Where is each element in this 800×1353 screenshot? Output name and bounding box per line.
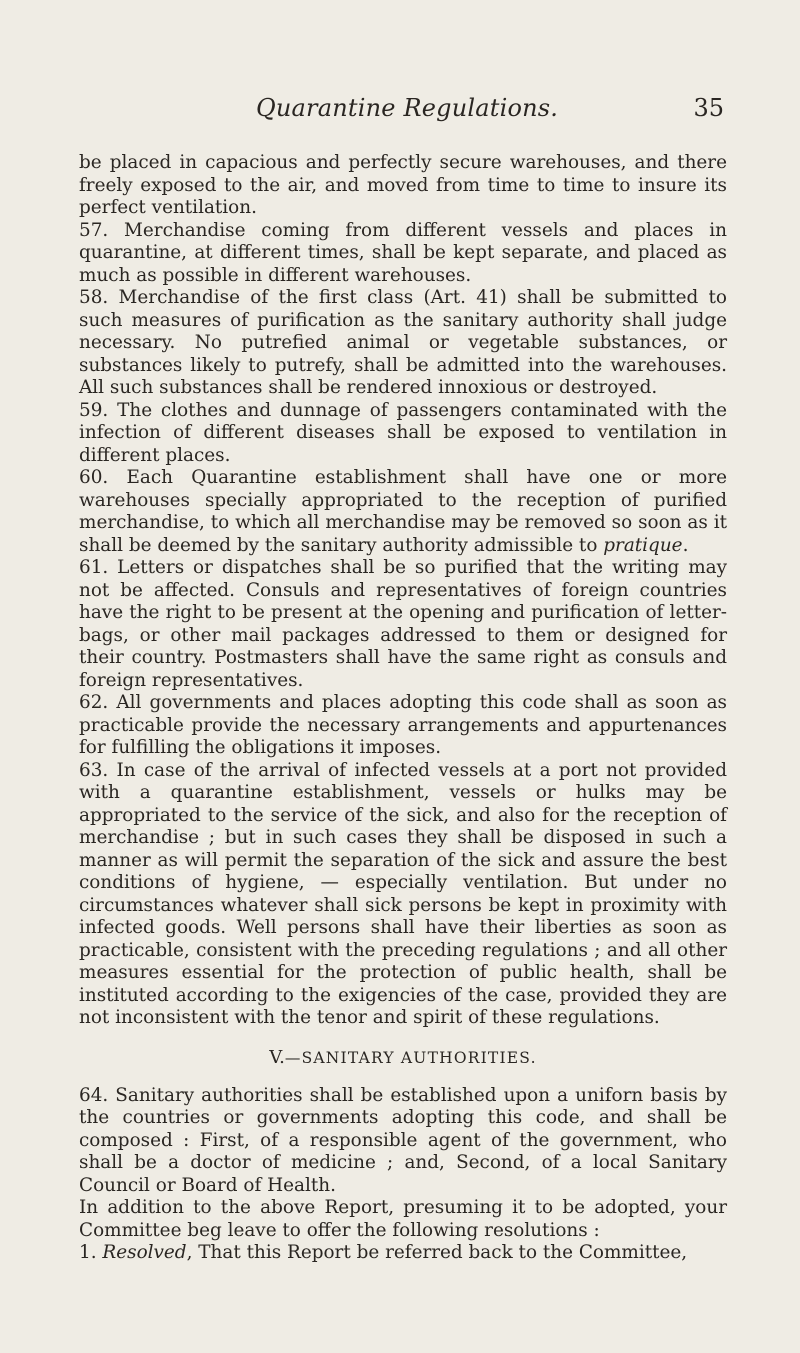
- article-60-italic: pratique: [603, 534, 683, 556]
- section-title: —SANITARY AUTHORITIES.: [284, 1048, 537, 1067]
- page-body: [79, 152, 727, 1265]
- section-numeral: V.: [269, 1046, 285, 1068]
- resolution-number: 1.: [79, 1242, 103, 1263]
- article-60-end: .: [682, 534, 689, 556]
- article-64: 64. Sanitary authorities shall be established upon a uniforn basis by the countries or governments adopting this code, and shall be composed : First, of a responsible agent of the government, who shall be a doctor of medicine ; and, Second, of a local Sanitary Council or Board of Health.: [79, 1084, 727, 1196]
- paragraph-continuation: be placed in capacious and perfectly secure warehouses, and there freely exposed to the air, and moved from time to time to insure its perfect ventilation.: [79, 152, 727, 218]
- section-heading: [79, 1047, 727, 1069]
- article-60: [79, 467, 727, 557]
- article-61: 61. Letters or dispatches shall be so purified that the writing may not be affected. Consuls and representatives of foreign countries have the right to be present at the opening and purification of letter-bags, or other mail packages addressed to them or designed for their country. Postmasters shall have the same right as consuls and foreign representatives.: [79, 557, 727, 691]
- resolution-1: [79, 1242, 727, 1265]
- article-57: 57. Merchandise coming from different vessels and places in quarantine, at different times, shall be kept separate, and placed as much as possible in different warehouses.: [79, 219, 727, 286]
- committee-note: In addition to the above Report, presuming it to be adopted, your Committee beg leave to offer the following resolutions :: [79, 1197, 727, 1241]
- page-number: 35: [693, 94, 724, 122]
- article-62: 62. All governments and places adopting this code shall as soon as practicable provide the necessary arrangements and appurtenances for fulfilling the obligations it imposes.: [79, 692, 727, 758]
- page-header: [256, 94, 724, 130]
- article-59: 59. The clothes and dunnage of passengers contaminated with the infection of different diseases shall be exposed to ventilation in different places.: [79, 399, 727, 466]
- resolution-italic: Resolved: [102, 1242, 187, 1263]
- article-58: 58. Merchandise of the first class (Art. 41) shall be submitted to such measures of purification as the sanitary authority shall judge necessary. No putrefied animal or vegetable substances, or substances likely to putrefy, shall be admitted into the warehouses. All such substances shall be rendered innoxious or destroyed.: [79, 287, 727, 398]
- article-63: 63. In case of the arrival of infected vessels at a port not provided with a quarantine establishment, vessels or hulks may be appropriated to the service of the sick, and also for the reception of merchandise ; but in such cases they shall be disposed in such a manner as will permit the separation of the sick and assure the best conditions of hygiene, — especially ventilation. But under no circumstances whatever shall sick persons be kept in proximity with infected goods. Well persons shall have their liberties as soon as practicable, consistent with the preceding regulations ; and all other measures essential for the protection of public health, shall be instituted according to the exigencies of the case, provided they are not inconsistent with the tenor and spirit of these regulations.: [79, 759, 727, 1028]
- article-60-text: 60. Each Quarantine establishment shall have one or more warehouses specially appropriated to the reception of purified merchandise, to which all merchandise may be removed so soon as it shall be deemed by the sanitary authority admissible to: [79, 467, 727, 556]
- resolution-text: , That this Report be referred back to the Committee,: [186, 1242, 688, 1263]
- running-title: Quarantine Regulations.: [256, 94, 559, 122]
